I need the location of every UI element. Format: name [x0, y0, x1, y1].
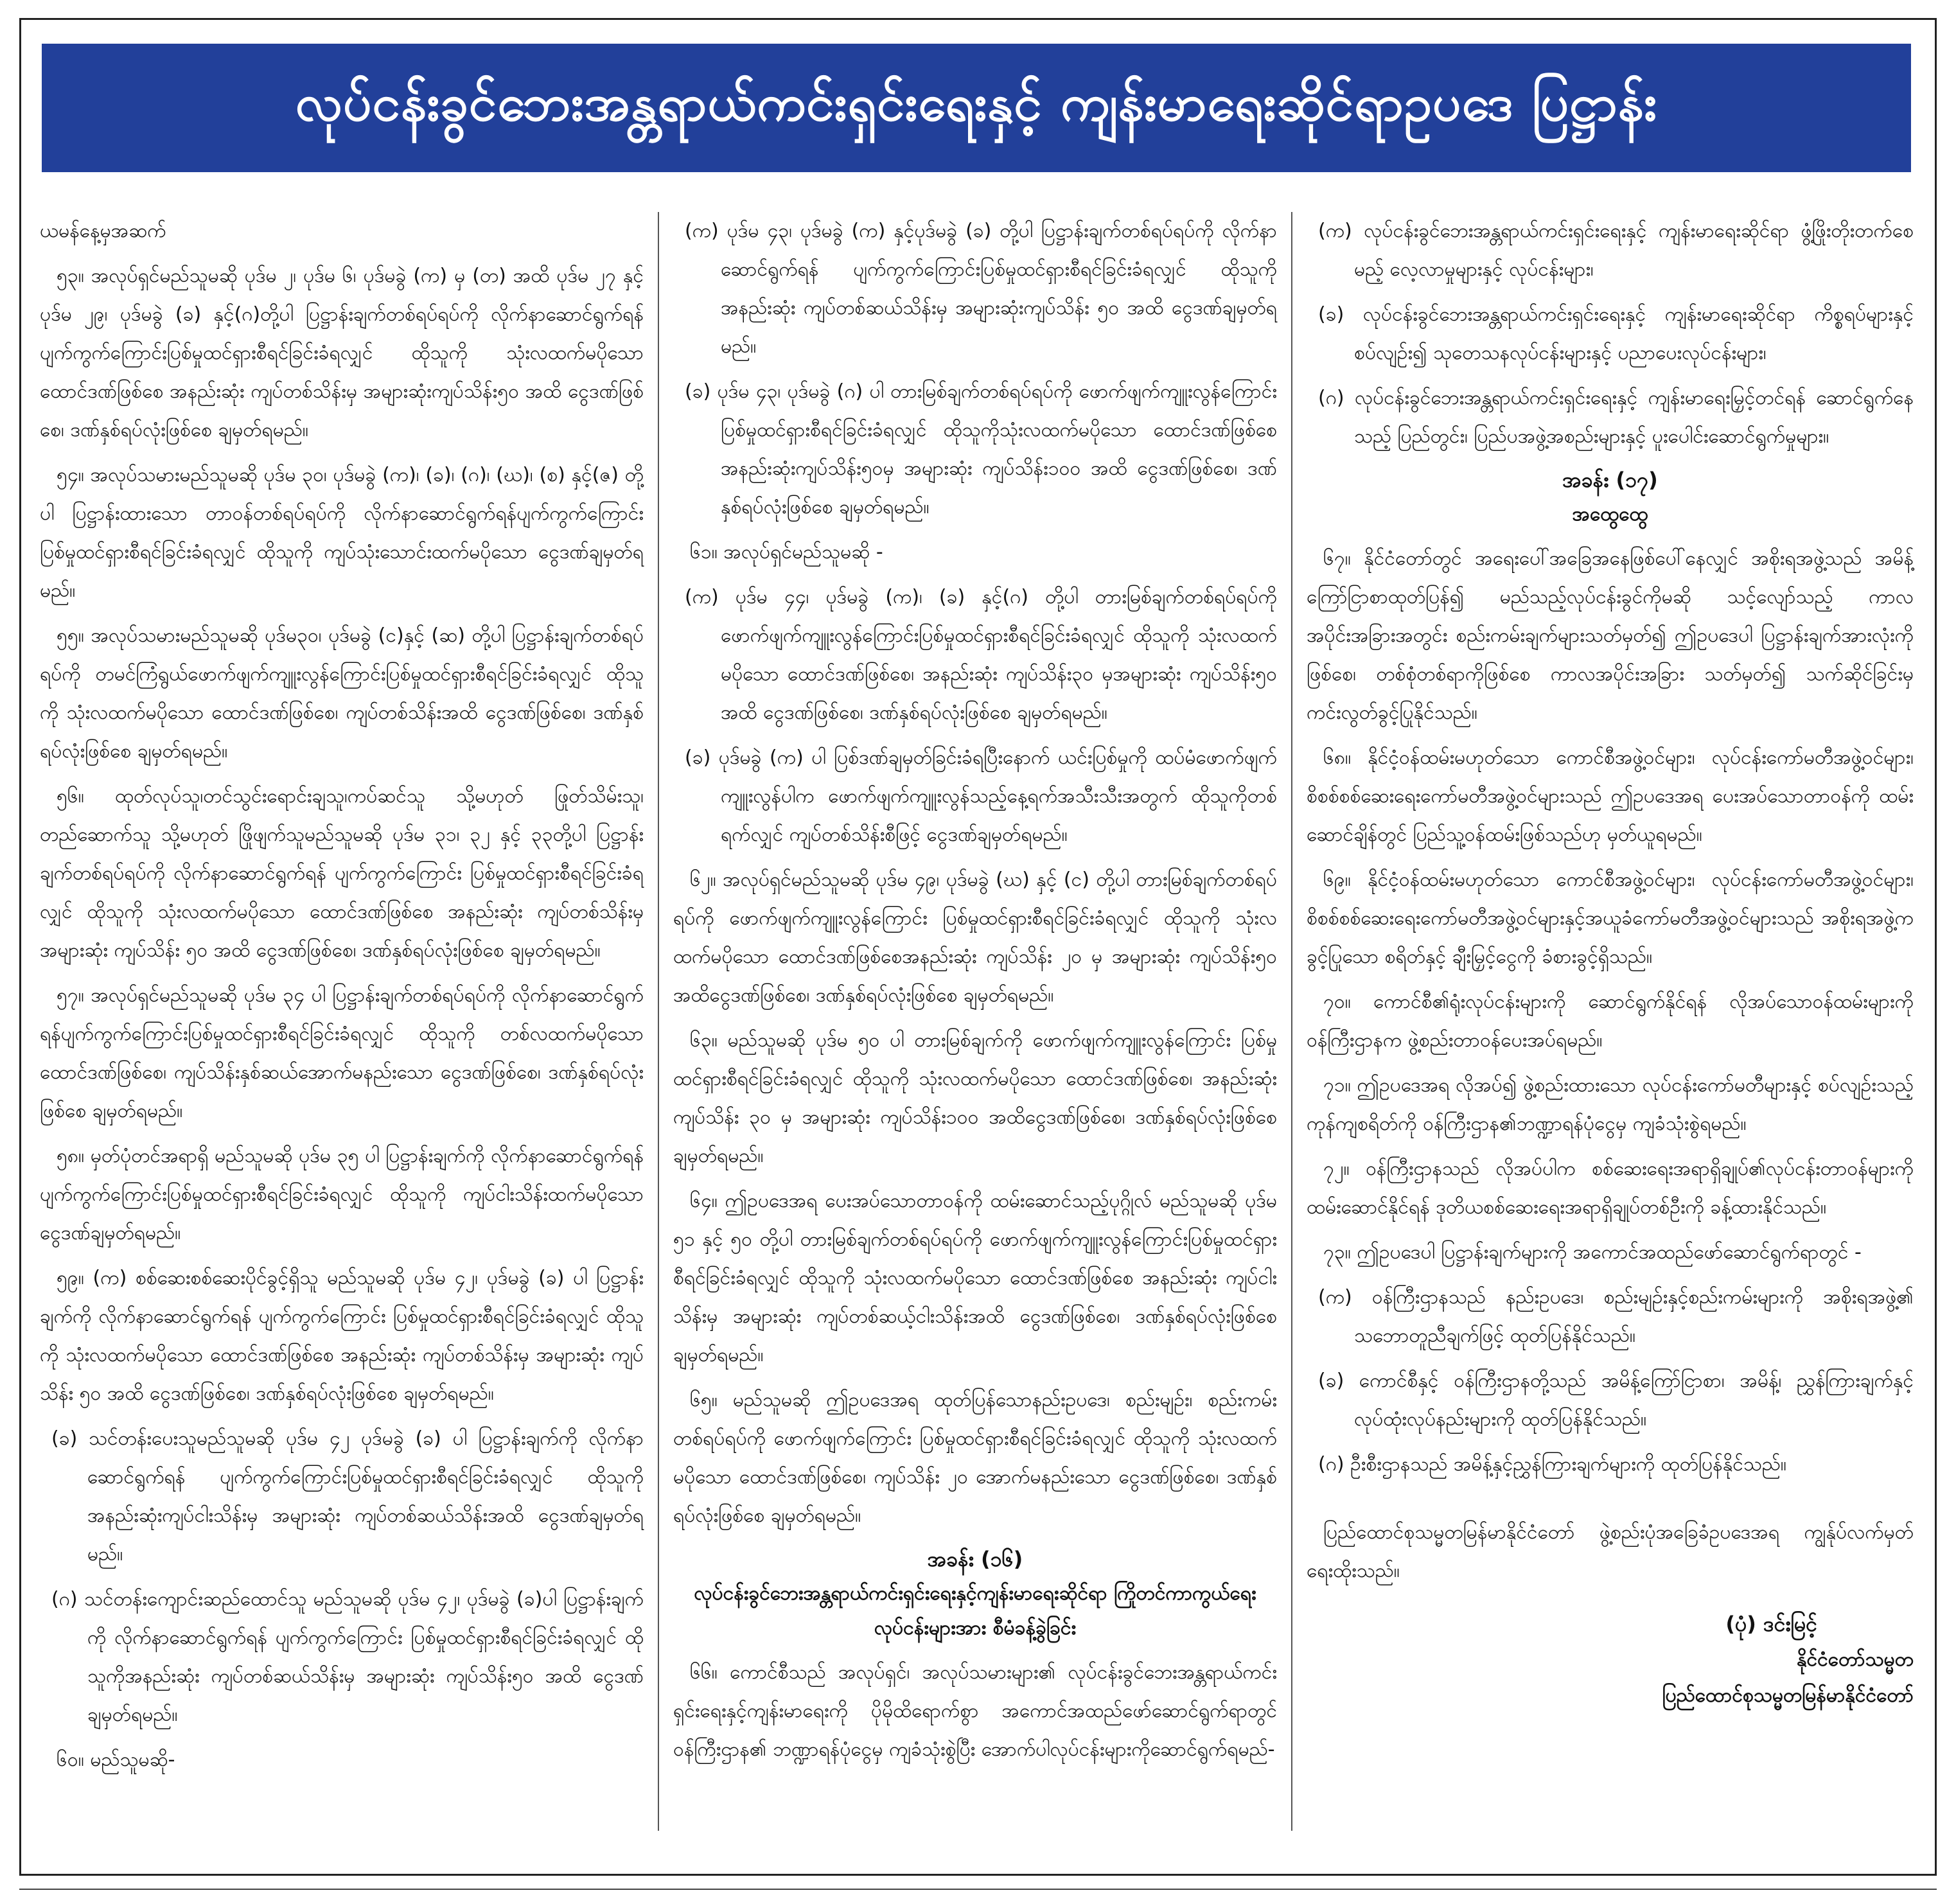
signature-title: နိုင်ငံတော်သမ္မတ — [1797, 1648, 1914, 1671]
chapter-17-heading — [1307, 463, 1914, 532]
column-divider — [1291, 212, 1292, 1831]
section-55: ၅၅။ အလုပ်သမားမည်သူမဆို ပုဒ်မ၃၀၊ ပုဒ်မခွဲ (င)နှင့် (ဆ) တို့ပါ ပြဋ္ဌာန်းချက်တစ်ရပ်ရပ်ကို တမင်ကြံရွယ်ဖောက်ဖျက်ကျူးလွန်ကြောင်းပြစ်မှုထင်ရှားစီရင်ခြင်းခံရလျှင် ထိုသူကို သုံးလထက်မပိုသော ထောင်ဒဏ်ဖြစ်စေ၊ ကျပ်တစ်သိန်းအထိ ငွေဒဏ်ဖြစ်စေ၊ ဒဏ်နှစ်ရပ်လုံးဖြစ်စေ ချမှတ်ရမည်။ — [40, 624, 644, 762]
section-73-kha: (ခ) ကောင်စီနှင့် ဝန်ကြီးဌာနတို့သည် အမိန့်ကြော်ငြာစာ၊ အမိန့်၊ ညွှန်ကြားချက်နှင့် လုပ်ထုံးလုပ်နည်းများကို ထုတ်ပြန်နိုင်သည်။ — [1318, 1370, 1914, 1431]
section-65: ၆၅။ မည်သူမဆို ဤဥပဒေအရ ထုတ်ပြန်သောနည်းဥပဒေ၊ စည်းမျဉ်း၊ စည်းကမ်းတစ်ရပ်ရပ်ကို ဖောက်ဖျက်ကြောင်း ပြစ်မှုထင်ရှားစီရင်ခြင်းခံရလျှင် ထိုသူကို သုံးလထက်မပိုသော ထောင်ဒဏ်ဖြစ်စေ၊ ကျပ်သိန်း ၂၀ အောက်မနည်းသော ငွေဒဏ်ဖြစ်စေ၊ ဒဏ်နှစ်ရပ်လုံးဖြစ်စေ ချမှတ်ရမည်။ — [673, 1389, 1277, 1527]
section-56: ၅၆။ ထုတ်လုပ်သူ၊တင်သွင်းရောင်းချသူ၊ကပ်ဆင်သူ သို့မဟုတ် ဖြုတ်သိမ်းသူ၊ တည်ဆောက်သူ သို့မဟုတ် ဖြိုဖျက်သူမည်သူမဆို ပုဒ်မ ၃၁၊ ၃၂ နှင့် ၃၃တို့ပါ ပြဋ္ဌာန်းချက်တစ်ရပ်ရပ်ကို လိုက်နာဆောင်ရွက်ရန် ပျက်ကွက်ကြောင်း ပြစ်မှုထင်ရှားစီရင်ခြင်းခံရလျှင် ထိုသူကို သုံးလထက်မပိုသော ထောင်ဒဏ်ဖြစ်စေ အနည်းဆုံး ကျပ်တစ်သိန်းမှ အများဆုံး ကျပ်သိန်း ၅၀ အထိ ငွေဒဏ်ဖြစ်စေ၊ ဒဏ်နှစ်ရပ်လုံးဖြစ်စေ ချမှတ်ရမည်။ — [40, 785, 644, 962]
closing-statement: ပြည်ထောင်စုသမ္မတမြန်မာနိုင်ငံတော် ဖွဲ့စည်းပုံအခြေခံဥပဒေအရ ကျွန်ုပ်လက်မှတ်ရေးထိုးသည်။ — [1307, 1521, 1914, 1582]
section-73-intro: ၇၃။ ဤဥပဒေပါ ပြဋ္ဌာန်းချက်များကို အကောင်အထည်ဖော်ဆောင်ရွက်ရာတွင် - — [1323, 1241, 1862, 1264]
section-59-ka: ၅၉။ (က) စစ်ဆေးစစ်ဆေးပိုင်ခွင့်ရှိသူ မည်သူမဆို ပုဒ်မ ၄၂၊ ပုဒ်မခွဲ (ခ) ပါ ပြဋ္ဌာန်းချက်ကို လိုက်နာဆောင်ရွက်ရန် ပျက်ကွက်ကြောင်း ပြစ်မှုထင်ရှားစီရင်ခြင်းခံရလျှင် ထိုသူကို သုံးလထက်မပိုသော ထောင်ဒဏ်ဖြစ်စေ အနည်းဆုံး ကျပ်တစ်သိန်းမှ အများဆုံး ကျပ်သိန်း ၅၀ အထိ ငွေဒဏ်ဖြစ်စေ၊ ဒဏ်နှစ်ရပ်လုံးဖြစ်စေ ချမှတ်ရမည်။ — [40, 1267, 644, 1405]
signature-block — [1307, 1606, 1914, 1714]
section-72: ၇၂။ ဝန်ကြီးဌာနသည် လိုအပ်ပါက စစ်ဆေးရေးအရာရှိချုပ်၏လုပ်ငန်းတာဝန်များကို ထမ်းဆောင်နိုင်ရန် ဒုတိယစစ်ဆေးရေးအရာရှိချုပ်တစ်ဦးကို ခန့်ထားနိုင်သည်။ — [1307, 1158, 1914, 1219]
section-66: ၆၆။ ကောင်စီသည် အလုပ်ရှင်၊ အလုပ်သမားများ၏ လုပ်ငန်းခွင်ဘေးအန္တရာယ်ကင်းရှင်းရေးနှင့်ကျန်းမာရေးကို ပိုမိုထိရောက်စွာ အကောင်အထည်ဖော်ဆောင်ရွက်ရာတွင် ဝန်ကြီးဌာန၏ ဘဏ္ဍာရန်ပုံငွေမှ ကျခံသုံးစွဲပြီး အောက်ပါလုပ်ငန်းများကိုဆောင်ရွက်ရမည်- — [673, 1661, 1277, 1761]
section-61-kha: (ခ) ပုဒ်မခွဲ (က) ပါ ပြစ်ဒဏ်ချမှတ်ခြင်းခံရပြီးနောက် ယင်းပြစ်မှုကို ထပ်မံဖောက်ဖျက်ကျူးလွန်ပါက ဖောက်ဖျက်ကျူးလွန်သည့်နေ့ရက်အသီးသီးအတွက် ထိုသူကိုတစ်ရက်လျှင် ကျပ်တစ်သိန်းစီဖြင့် ငွေဒဏ်ချမှတ်ရမည်။ — [685, 746, 1277, 846]
section-73-ka: (က) ဝန်ကြီးဌာနသည် နည်းဥပဒေ၊ စည်းမျဉ်းနှင့်စည်းကမ်းများကို အစိုးရအဖွဲ့၏ သဘောတူညီချက်ဖြင့် ထုတ်ပြန်နိုင်သည်။ — [1318, 1286, 1914, 1347]
column-divider — [658, 212, 659, 1831]
section-58: ၅၈။ မှတ်ပုံတင်အရာရှိ မည်သူမဆို ပုဒ်မ ၃၅ ပါ ပြဋ္ဌာန်းချက်ကို လိုက်နာဆောင်ရွက်ရန် ပျက်ကွက်ကြောင်းပြစ်မှုထင်ရှားစီရင်ခြင်းခံရလျှင် ထိုသူကို ကျပ်ငါးသိန်းထက်မပိုသော ငွေဒဏ်ချမှတ်ရမည်။ — [40, 1145, 644, 1244]
chapter-16-heading — [673, 1542, 1277, 1646]
column-2 — [673, 212, 1277, 1776]
section-60-intro: ၆၀။ မည်သူမဆို- — [57, 1749, 175, 1771]
section-63: ၆၃။ မည်သူမဆို ပုဒ်မ ၅၀ ပါ တားမြစ်ချက်ကို ဖောက်ဖျက်ကျူးလွန်ကြောင်း ပြစ်မှုထင်ရှားစီရင်ခြင်းခံရလျှင် ထိုသူကို သုံးလထက်မပိုသော ထောင်ဒဏ်ဖြစ်စေ၊ အနည်းဆုံး ကျပ်သိန်း ၃၀ မှ အများဆုံး ကျပ်သိန်း၁၀၀ အထိငွေဒဏ်ဖြစ်စေ၊ ဒဏ်နှစ်ရပ်လုံးဖြစ်စေချမှတ်ရမည်။ — [673, 1029, 1277, 1167]
chapter-title: လုပ်ငန်းခွင်ဘေးအန္တရာယ်ကင်းရှင်းရေးနှင့်ကျန်းမာရေးဆိုင်ရာ ကြိုတင်ကာကွယ်ရေးလုပ်ငန်းများအား စီမံခန့်ခွဲခြင်း — [694, 1582, 1256, 1639]
chapter-number: အခန်း (၁၇) — [1562, 468, 1658, 492]
section-59-ga: (ဂ) သင်တန်းကျောင်းဆည်ထောင်သူ မည်သူမဆို ပုဒ်မ ၄၂၊ ပုဒ်မခွဲ (ခ)ပါ ပြဋ္ဌာန်းချက်ကို လိုက်နာဆောင်ရွက်ရန် ပျက်ကွက်ကြောင်း ပြစ်မှုထင်ရှားစီရင်ခြင်းခံရလျှင် ထိုသူကိုအနည်းဆုံး ကျပ်တစ်ဆယ်သိန်းမှ အများဆုံး ကျပ်သိန်း၅၀ အထိ ငွေဒဏ်ချမှတ်ရမည်။ — [51, 1588, 644, 1726]
section-69: ၆၉။ နိုင်ငံ့ဝန်ထမ်းမဟုတ်သော ကောင်စီအဖွဲ့ဝင်များ၊ လုပ်ငန်းကော်မတီအဖွဲ့ဝင်များ၊ စိစစ်စစ်ဆေးရေးကော်မတီအဖွဲ့ဝင်များနှင့်အယူခံကော်မတီအဖွဲ့ဝင်များသည် အစိုးရအဖွဲ့ကခွင့်ပြုသော စရိတ်နှင့် ချီးမြှင့်ငွေကို ခံစားခွင့်ရှိသည်။ — [1307, 868, 1914, 968]
section-59-kha: (ခ) သင်တန်းပေးသူမည်သူမဆို ပုဒ်မ ၄၂ ပုဒ်မခွဲ (ခ) ပါ ပြဋ္ဌာန်းချက်ကို လိုက်နာဆောင်ရွက်ရန် ပျက်ကွက်ကြောင်းပြစ်မှုထင်ရှားစီရင်ခြင်းခံရလျှင် ထိုသူကို အနည်းဆုံးကျပ်ငါးသိန်းမှ အများဆုံး ကျပ်တစ်ဆယ်သိန်းအထိ ငွေဒဏ်ချမှတ်ရမည်။ — [51, 1427, 644, 1565]
section-60-ka: (က) ပုဒ်မ ၄၃၊ ပုဒ်မခွဲ (က) နှင့်ပုဒ်မခွဲ (ခ) တို့ပါ ပြဋ္ဌာန်းချက်တစ်ရပ်ရပ်ကို လိုက်နာဆောင်ရွက်ရန် ပျက်ကွက်ကြောင်းပြစ်မှုထင်ရှားစီရင်ခြင်းခံရလျှင် ထိုသူကိုအနည်းဆုံး ကျပ်တစ်ဆယ်သိန်းမှ အများဆုံးကျပ်သိန်း ၅၀ အထိ ငွေဒဏ်ချမှတ်ရမည်။ — [685, 220, 1277, 358]
section-62: ၆၂။ အလုပ်ရှင်မည်သူမဆို ပုဒ်မ ၄၉၊ ပုဒ်မခွဲ (ဃ) နှင့် (င) တို့ပါ တားမြစ်ချက်တစ်ရပ်ရပ်ကို ဖောက်ဖျက်ကျူးလွန်ကြောင်း ပြစ်မှုထင်ရှားစီရင်ခြင်းခံရလျှင် ထိုသူကို သုံးလထက်မပိုသော ထောင်ဒဏ်ဖြစ်စေအနည်းဆုံး ကျပ်သိန်း ၂၀ မှ အများဆုံး ကျပ်သိန်း၅၀ အထိငွေဒဏ်ဖြစ်စေ၊ ဒဏ်နှစ်ရပ်လုံးဖြစ်စေ ချမှတ်ရမည်။ — [673, 868, 1277, 1007]
title-banner — [42, 44, 1911, 172]
section-64: ၆၄။ ဤဥပဒေအရ ပေးအပ်သောတာဝန်ကို ထမ်းဆောင်သည့်ပုဂ္ဂိုလ် မည်သူမဆို ပုဒ်မ ၅၁ နှင့် ၅၀ တို့ပါ တားမြစ်ချက်တစ်ရပ်ရပ်ကို ဖောက်ဖျက်ကျူးလွန်ကြောင်းပြစ်မှုထင်ရှားစီရင်ခြင်းခံရလျှင် ထိုသူကို သုံးလထက်မပိုသော ထောင်ဒဏ်ဖြစ်စေ အနည်းဆုံး ကျပ်ငါးသိန်းမှ အများဆုံး ကျပ်တစ်ဆယ့်ငါးသိန်းအထိ ငွေဒဏ်ဖြစ်စေ၊ ဒဏ်နှစ်ရပ်လုံးဖြစ်စေ ချမှတ်ရမည်။ — [673, 1190, 1277, 1366]
bottom-rule — [19, 1889, 1937, 1890]
signature-name: (ပုံ) ဒင်းမြင့် — [1725, 1612, 1817, 1636]
column-3 — [1307, 212, 1914, 1714]
chapter-number: အခန်း (၁၆) — [927, 1547, 1023, 1571]
section-68: ၆၈။ နိုင်ငံ့ဝန်ထမ်းမဟုတ်သော ကောင်စီအဖွဲ့ဝင်များ၊ လုပ်ငန်းကော်မတီအဖွဲ့ဝင်များ၊ စိစစ်စစ်ဆေးရေးကော်မတီအဖွဲ့ဝင်များသည် ဤဥပဒေအရ ပေးအပ်သောတာဝန်ကို ထမ်းဆောင်ချိန်တွင် ပြည်သူ့ဝန်ထမ်းဖြစ်သည်ဟု မှတ်ယူရမည်။ — [1307, 746, 1914, 846]
section-60-kha: (ခ) ပုဒ်မ ၄၃၊ ပုဒ်မခွဲ (ဂ) ပါ တားမြစ်ချက်တစ်ရပ်ရပ်ကို ဖောက်ဖျက်ကျူးလွန်ကြောင်း ပြစ်မှုထင်ရှားစီရင်ခြင်းခံရလျှင် ထိုသူကိုသုံးလထက်မပိုသော ထောင်ဒဏ်ဖြစ်စေ အနည်းဆုံးကျပ်သိန်း၅၀မှ အများဆုံး ကျပ်သိန်း၁၀၀ အထိ ငွေဒဏ်ဖြစ်စေ၊ ဒဏ်နှစ်ရပ်လုံးဖြစ်စေ ချမှတ်ရမည်။ — [685, 380, 1277, 518]
signature-org: ပြည်ထောင်စုသမ္မတမြန်မာနိုင်ငံတော် — [1662, 1684, 1914, 1707]
continued-note: ယမန်နေ့မှအဆက် — [40, 220, 166, 242]
section-61-intro: ၆၁။ အလုပ်ရှင်မည်သူမဆို - — [690, 541, 883, 563]
section-73-ga: (ဂ) ဦးစီးဌာနသည် အမိန့်နှင့်ညွှန်ကြားချက်များကို ထုတ်ပြန်နိုင်သည်။ — [1318, 1453, 1786, 1476]
section-53: ၅၃။ အလုပ်ရှင်မည်သူမဆို ပုဒ်မ ၂၊ ပုဒ်မ ၆၊ ပုဒ်မခွဲ (က) မှ (တ) အထိ ပုဒ်မ ၂၇ နှင့် ပုဒ်မ ၂၉၊ ပုဒ်မခွဲ (ခ) နှင့်(ဂ)တို့ပါ ပြဋ္ဌာန်းချက်တစ်ရပ်ရပ်ကို လိုက်နာဆောင်ရွက်ရန် ပျက်ကွက်ကြောင်းပြစ်မှုထင်ရှားစီရင်ခြင်းခံရလျှင် ထိုသူကို သုံးလထက်မပိုသော ထောင်ဒဏ်ဖြစ်စေ အနည်းဆုံး ကျပ်တစ်သိန်းမှ အများဆုံးကျပ်သိန်း၅၀ အထိ ငွေဒဏ်ဖြစ်စေ၊ ဒဏ်နှစ်ရပ်လုံးဖြစ်စေ ချမှတ်ရမည်။ — [40, 265, 644, 441]
page-title: လုပ်ငန်းခွင်ဘေးအန္တရာယ်ကင်းရှင်းရေးနှင့် ကျန်းမာရေးဆိုင်ရာဥပဒေ ပြဋ္ဌာန်း — [295, 74, 1657, 132]
section-67: ၆၇။ နိုင်ငံတော်တွင် အရေးပေါ်အခြေအနေဖြစ်ပေါ်နေလျှင် အစိုးရအဖွဲ့သည် အမိန့်ကြော်ငြာစာထုတ်ပြန်၍ မည်သည့်လုပ်ငန်းခွင်ကိုမဆို သင့်လျော်သည့် ကာလအပိုင်းအခြားအတွင်း စည်းကမ်းချက်များသတ်မှတ်၍ ဤဥပဒေပါ ပြဋ္ဌာန်းချက်အားလုံးကိုဖြစ်စေ၊ တစ်စုံတစ်ရာကိုဖြစ်စေ ကာလအပိုင်းအခြား သတ်မှတ်၍ သက်ဆိုင်ခြင်းမှ ကင်းလွတ်ခွင့်ပြုနိုင်သည်။ — [1307, 547, 1914, 724]
section-54: ၅၄။ အလုပ်သမားမည်သူမဆို ပုဒ်မ ၃၀၊ ပုဒ်မခွဲ (က)၊ (ခ)၊ (ဂ)၊ (ဃ)၊ (စ) နှင့်(ဇ) တို့ပါ ပြဋ္ဌာန်းထားသော တာဝန်တစ်ရပ်ရပ်ကို လိုက်နာဆောင်ရွက်ရန်ပျက်ကွက်ကြောင်း ပြစ်မှုထင်ရှားစီရင်ခြင်းခံရလျှင် ထိုသူကို ကျပ်သုံးသောင်းထက်မပိုသော ငွေဒဏ်ချမှတ်ရမည်။ — [40, 464, 644, 602]
spacer — [1307, 1490, 1914, 1513]
column-1 — [40, 212, 644, 1786]
section-66-ga: (ဂ) လုပ်ငန်းခွင်ဘေးအန္တရာယ်ကင်းရှင်းရေးနှင့် ကျန်းမာရေးမြှင့်တင်ရန် ဆောင်ရွက်နေသည့် ပြည်တွင်း၊ ပြည်ပအဖွဲ့အစည်းများနှင့် ပူးပေါင်းဆောင်ရွက်မှုများ။ — [1318, 387, 1914, 448]
section-57: ၅၇။ အလုပ်ရှင်မည်သူမဆို ပုဒ်မ ၃၄ ပါ ပြဋ္ဌာန်းချက်တစ်ရပ်ရပ်ကို လိုက်နာဆောင်ရွက်ရန်ပျက်ကွက်ကြောင်းပြစ်မှုထင်ရှားစီရင်ခြင်းခံရလျှင် ထိုသူကို တစ်လထက်မပိုသော ထောင်ဒဏ်ဖြစ်စေ၊ ကျပ်သိန်းနှစ်ဆယ်အောက်မနည်းသော ငွေဒဏ်ဖြစ်စေ၊ ဒဏ်နှစ်ရပ်လုံးဖြစ်စေ ချမှတ်ရမည်။ — [40, 984, 644, 1122]
section-70: ၇၀။ ကောင်စီ၏ရုံးလုပ်ငန်းများကို ဆောင်ရွက်နိုင်ရန် လိုအပ်သောဝန်ထမ်းများကို ဝန်ကြီးဌာနက ဖွဲ့စည်းတာဝန်ပေးအပ်ရမည်။ — [1307, 991, 1914, 1052]
chapter-title: အထွေထွေ — [1572, 503, 1648, 525]
section-61-ka: (က) ပုဒ်မ ၄၄၊ ပုဒ်မခွဲ (က)၊ (ခ) နှင့်(ဂ) တို့ပါ တားမြစ်ချက်တစ်ရပ်ရပ်ကို ဖောက်ဖျက်ကျူးလွန်ကြောင်းပြစ်မှုထင်ရှားစီရင်ခြင်းခံရလျှင် ထိုသူကို သုံးလထက်မပိုသော ထောင်ဒဏ်ဖြစ်စေ၊ အနည်းဆုံး ကျပ်သိန်း၃၀ မှအများဆုံး ကျပ်သိန်း၅၀ အထိ ငွေဒဏ်ဖြစ်စေ၊ ဒဏ်နှစ်ရပ်လုံးဖြစ်စေ ချမှတ်ရမည်။ — [685, 586, 1277, 724]
section-66-ka: (က) လုပ်ငန်းခွင်ဘေးအန္တရာယ်ကင်းရှင်းရေးနှင့် ကျန်းမာရေးဆိုင်ရာ ဖွံ့ဖြိုးတိုးတက်စေမည့် လေ့လာမှုများနှင့် လုပ်ငန်းများ၊ — [1318, 220, 1914, 281]
section-66-kha: (ခ) လုပ်ငန်းခွင်ဘေးအန္တရာယ်ကင်းရှင်းရေးနှင့် ကျန်းမာရေးဆိုင်ရာ ကိစ္စရပ်များနှင့်စပ်လျဉ်း၍ သုတေသနလုပ်ငန်းများနှင့် ပညာပေးလုပ်ငန်းများ၊ — [1318, 303, 1914, 364]
section-71: ၇၁။ ဤဥပဒေအရ လိုအပ်၍ ဖွဲ့စည်းထားသော လုပ်ငန်းကော်မတီများနှင့် စပ်လျဉ်းသည့် ကုန်ကျစရိတ်ကို ဝန်ကြီးဌာန၏ဘဏ္ဍာရန်ပုံငွေမှ ကျခံသုံးစွဲရမည်။ — [1307, 1074, 1914, 1135]
